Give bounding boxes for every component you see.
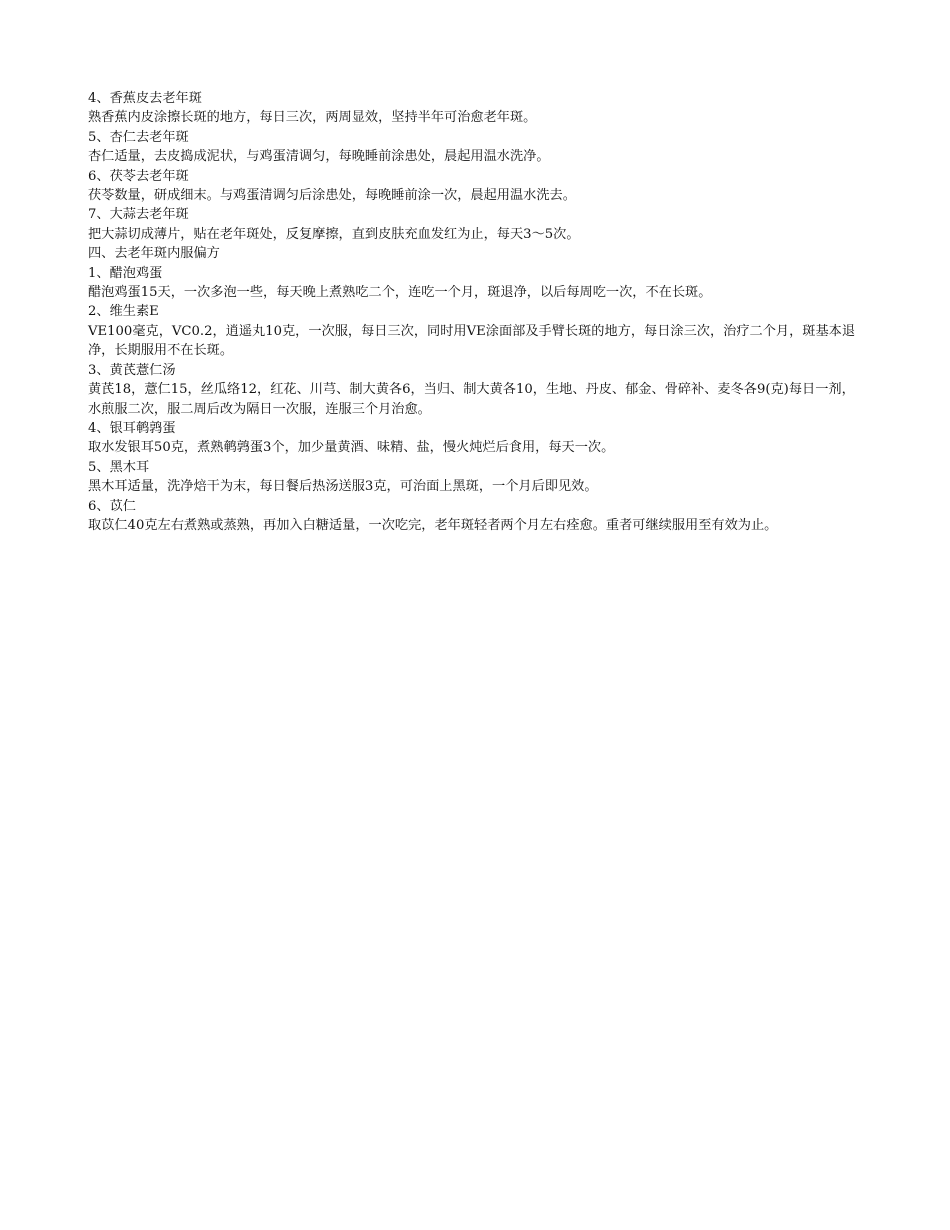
section-heading: 7、大蒜去老年斑 [88,207,189,223]
section-body: 熟香蕉内皮涂擦长斑的地方，每日三次，两周显效，坚持半年可治愈老年斑。 [88,110,537,126]
section-heading: 5、杏仁去老年斑 [88,129,189,145]
section-heading: 4、香蕉皮去老年斑 [88,91,202,106]
section-heading: 3、黄芪薏仁汤 [88,362,176,378]
section-body: 茯苓数量，研成细末。与鸡蛋清调匀后涂患处，每晚睡前涂一次，晨起用温水洗去。 [88,188,576,204]
section-body: 取水发银耳50克，煮熟鹌鹑蛋3个，加少量黄酒、味精、盐，慢火炖烂后食用，每天一次。 [88,440,615,456]
section-body: 把大蒜切成薄片，贴在老年斑处，反复摩擦，直到皮肤充血发红为止，每天3～5次。 [88,226,580,242]
section-heading: 6、茯苓去老年斑 [88,168,189,184]
document-page [88,89,860,535]
section-heading: 2、维生素E [88,304,159,320]
section-heading: 4、银耳鹌鹑蛋 [88,420,176,436]
section-body: 黄芪18，薏仁15，丝瓜络12，红花、川芎、制大黄各6，当归、制大黄各10，生地、丹皮、郁金、骨碎补、麦冬各9(克)每日一剂，水煎服二次，服二周后改为隔日一次服，连服三个月治愈。 [88,382,855,417]
section-heading: 5、黑木耳 [88,459,150,475]
section-body: 黑木耳适量，洗净焙干为末，每日餐后热汤送服3克，可治面上黑斑，一个月后即见效。 [88,479,598,495]
section-body: 取苡仁40克左右煮熟或蒸熟，再加入白糖适量，一次吃完，老年斑轻者两个月左右痊愈。重者可继续服用至有效为止。 [88,517,778,533]
section-heading: 6、苡仁 [88,498,136,514]
section-body: VE100毫克，VC0.2，逍遥丸10克，一次服，每日三次，同时用VE涂面部及手臂长斑的地方，每日涂三次，治疗二个月，斑基本退净，长期服用不在长斑。 [88,323,856,359]
section-body: 醋泡鸡蛋15天，一次多泡一些，每天晚上煮熟吃二个，连吃一个月，斑退净，以后每周吃一次，不在长斑。 [88,285,712,301]
section-heading: 1、醋泡鸡蛋 [88,265,163,281]
part-heading: 四、去老年斑内服偏方 [88,246,220,262]
section-body: 杏仁适量，去皮捣成泥状，与鸡蛋清调匀，每晚睡前涂患处，晨起用温水洗净。 [88,149,550,165]
